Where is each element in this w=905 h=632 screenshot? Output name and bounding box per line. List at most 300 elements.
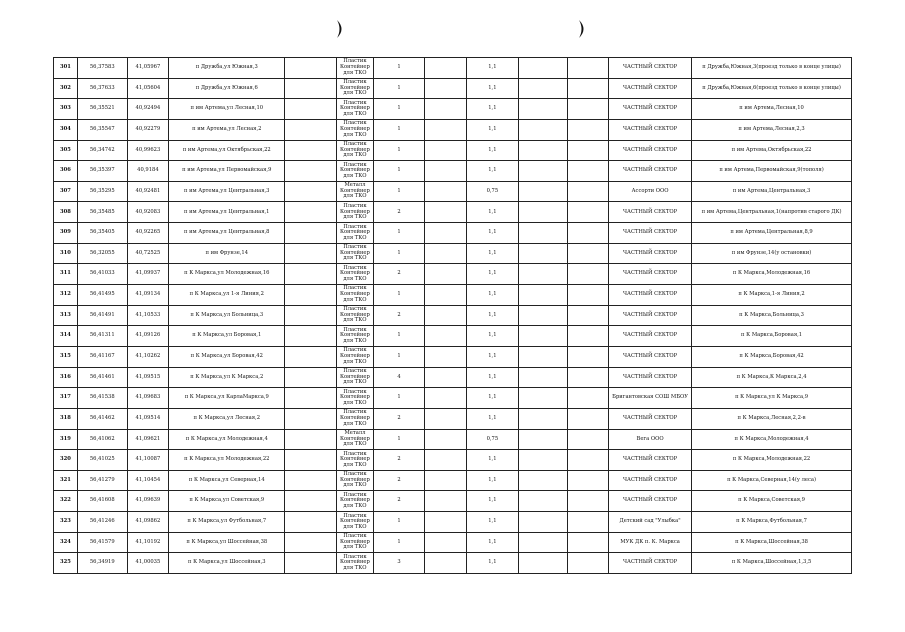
container-volume-cell: 1,1 [466,553,518,574]
empty-cell [567,161,609,182]
served-objects-cell: п им Артема,Центральная,8,9 [692,223,852,244]
latitude-cell: 56,41579 [77,532,127,553]
empty-cell [425,450,467,471]
container-type-cell: Пластик Контейнер для ТКО [337,491,373,512]
address-cell: п К Маркса,ул Молодежная,16 [169,264,285,285]
container-volume-cell: 1,1 [466,491,518,512]
empty-cell [425,326,467,347]
empty-cell [567,512,609,533]
container-count-cell: 1 [373,346,425,367]
served-objects-cell: п К Маркса,Больница,3 [692,305,852,326]
container-type-cell: Пластик Контейнер для ТКО [337,470,373,491]
latitude-cell: 56,41025 [77,450,127,471]
container-volume-cell: 1,1 [466,119,518,140]
empty-cell [518,78,567,99]
served-objects-cell: п им Артема,Центральная,3 [692,181,852,202]
owner-cell: МУК ДК п. К. Маркса [609,532,692,553]
container-count-cell: 2 [373,264,425,285]
empty-cell [425,532,467,553]
table-row [54,388,852,409]
empty-cell [567,140,609,161]
empty-cell [567,243,609,264]
empty-cell [285,491,337,512]
container-count-cell: 1 [373,99,425,120]
container-volume-cell: 1,1 [466,264,518,285]
empty-cell [285,78,337,99]
row-number-cell: 303 [54,99,78,120]
table-row [54,429,852,450]
container-volume-cell: 1,1 [466,99,518,120]
owner-cell: ЧАСТНЫЙ СЕКТОР [609,553,692,574]
served-objects-cell: п К Маркса,ул К Маркса,9 [692,388,852,409]
row-number-cell: 322 [54,491,78,512]
longitude-cell: 41,00035 [127,553,169,574]
owner-cell: ЧАСТНЫЙ СЕКТОР [609,285,692,306]
row-number-cell: 324 [54,532,78,553]
served-objects-cell: п К Маркса,1-я Линия,2 [692,285,852,306]
empty-cell [285,532,337,553]
empty-cell [425,346,467,367]
container-type-cell: Пластик Контейнер для ТКО [337,367,373,388]
empty-cell [567,346,609,367]
longitude-cell: 41,09514 [127,408,169,429]
address-cell: п К Маркса,ул Шоссейная,3 [169,553,285,574]
latitude-cell: 56,41246 [77,512,127,533]
empty-cell [425,512,467,533]
row-number-cell: 316 [54,367,78,388]
owner-cell: ЧАСТНЫЙ СЕКТОР [609,346,692,367]
container-type-cell: Пластик Контейнер для ТКО [337,99,373,120]
address-cell: п К Маркса,ул Лесная,2 [169,408,285,429]
empty-cell [285,470,337,491]
owner-cell: Вега ООО [609,429,692,450]
container-type-cell: Пластик Контейнер для ТКО [337,58,373,79]
owner-cell: ЧАСТНЫЙ СЕКТОР [609,58,692,79]
owner-cell: ЧАСТНЫЙ СЕКТОР [609,367,692,388]
empty-cell [285,119,337,140]
served-objects-cell: п им Артема,Октябрьская,22 [692,140,852,161]
empty-cell [567,367,609,388]
table-row [54,78,852,99]
empty-cell [567,99,609,120]
address-cell: п К Маркса,ул Молодежная,4 [169,429,285,450]
container-volume-cell: 1,1 [466,326,518,347]
empty-cell [518,408,567,429]
table-row [54,181,852,202]
address-cell: п К Маркса,ул Северная,14 [169,470,285,491]
row-number-cell: 320 [54,450,78,471]
empty-cell [567,264,609,285]
longitude-cell: 40,72525 [127,243,169,264]
container-count-cell: 2 [373,408,425,429]
empty-cell [567,285,609,306]
container-count-cell: 4 [373,367,425,388]
address-cell: п К Маркса,ул 1-я Линия,2 [169,285,285,306]
served-objects-cell: п К Маркса,Северная,14(у леса) [692,470,852,491]
longitude-cell: 41,10454 [127,470,169,491]
empty-cell [285,408,337,429]
empty-cell [518,223,567,244]
served-objects-cell: п К Маркса,Боровая,1 [692,326,852,347]
owner-cell: ЧАСТНЫЙ СЕКТОР [609,161,692,182]
row-number-cell: 321 [54,470,78,491]
container-count-cell: 1 [373,285,425,306]
table-row [54,223,852,244]
empty-cell [518,161,567,182]
container-type-cell: Пластик Контейнер для ТКО [337,388,373,409]
owner-cell: ЧАСТНЫЙ СЕКТОР [609,78,692,99]
hole-punch-mark-right [575,18,589,40]
row-number-cell: 313 [54,305,78,326]
empty-cell [425,161,467,182]
empty-cell [518,429,567,450]
container-type-cell: Пластик Контейнер для ТКО [337,305,373,326]
table-row [54,408,852,429]
row-number-cell: 301 [54,58,78,79]
latitude-cell: 56,35397 [77,161,127,182]
empty-cell [518,119,567,140]
latitude-cell: 56,41279 [77,470,127,491]
empty-cell [518,181,567,202]
empty-cell [518,470,567,491]
latitude-cell: 56,34919 [77,553,127,574]
container-count-cell: 1 [373,512,425,533]
table-row [54,58,852,79]
address-cell: п Дружба,ул Южная,3 [169,58,285,79]
empty-cell [567,388,609,409]
empty-cell [425,408,467,429]
address-cell: п К Маркса,ул Футбольная,7 [169,512,285,533]
row-number-cell: 305 [54,140,78,161]
table-row [54,161,852,182]
longitude-cell: 40,92481 [127,181,169,202]
owner-cell: ЧАСТНЫЙ СЕКТОР [609,140,692,161]
empty-cell [425,140,467,161]
empty-cell [518,285,567,306]
longitude-cell: 41,09639 [127,491,169,512]
empty-cell [425,367,467,388]
address-cell: п им Артема,ул Центральная,1 [169,202,285,223]
address-cell: п К Маркса,ул Боровая,1 [169,326,285,347]
container-volume-cell: 1,1 [466,367,518,388]
empty-cell [285,450,337,471]
table-row [54,450,852,471]
container-type-cell: Пластик Контейнер для ТКО [337,119,373,140]
container-count-cell: 1 [373,78,425,99]
empty-cell [518,346,567,367]
empty-cell [567,408,609,429]
empty-cell [285,346,337,367]
empty-cell [518,202,567,223]
table-row [54,305,852,326]
empty-cell [518,140,567,161]
container-volume-cell: 1,1 [466,408,518,429]
served-objects-cell: п К Маркса,Лесная,2,2-в [692,408,852,429]
table-row [54,532,852,553]
row-number-cell: 307 [54,181,78,202]
container-volume-cell: 1,1 [466,388,518,409]
empty-cell [285,243,337,264]
empty-cell [425,243,467,264]
container-count-cell: 1 [373,388,425,409]
container-volume-cell: 1,1 [466,223,518,244]
owner-cell: Ассорти ООО [609,181,692,202]
table-row [54,367,852,388]
container-volume-cell: 0,75 [466,429,518,450]
address-cell: п им Артема,ул Лесная,10 [169,99,285,120]
container-type-cell: Пластик Контейнер для ТКО [337,243,373,264]
served-objects-cell: п Дружба,Южная,6(проезд только в конце улицы) [692,78,852,99]
longitude-cell: 41,05967 [127,58,169,79]
container-type-cell: Пластик Контейнер для ТКО [337,408,373,429]
table-row [54,553,852,574]
row-number-cell: 306 [54,161,78,182]
empty-cell [518,512,567,533]
row-number-cell: 325 [54,553,78,574]
empty-cell [567,470,609,491]
empty-cell [425,470,467,491]
longitude-cell: 41,09515 [127,367,169,388]
container-count-cell: 2 [373,491,425,512]
empty-cell [567,429,609,450]
longitude-cell: 40,92083 [127,202,169,223]
empty-cell [567,181,609,202]
row-number-cell: 304 [54,119,78,140]
address-cell: п К Маркса,ул К Маркса,2 [169,367,285,388]
owner-cell: ЧАСТНЫЙ СЕКТОР [609,408,692,429]
row-number-cell: 317 [54,388,78,409]
row-number-cell: 323 [54,512,78,533]
table-row [54,326,852,347]
latitude-cell: 56,41461 [77,367,127,388]
container-count-cell: 2 [373,470,425,491]
longitude-cell: 40,99623 [127,140,169,161]
empty-cell [425,78,467,99]
served-objects-cell: п К Маркса,Шоссейная,1,3,5 [692,553,852,574]
served-objects-cell: п К Маркса,Шоссейная,38 [692,532,852,553]
container-volume-cell: 1,1 [466,285,518,306]
empty-cell [285,367,337,388]
empty-cell [567,119,609,140]
empty-cell [518,264,567,285]
latitude-cell: 56,41538 [77,388,127,409]
container-type-cell: Пластик Контейнер для ТКО [337,553,373,574]
longitude-cell: 40,92279 [127,119,169,140]
empty-cell [425,181,467,202]
empty-cell [567,202,609,223]
owner-cell: ЧАСТНЫЙ СЕКТОР [609,450,692,471]
container-volume-cell: 1,1 [466,78,518,99]
table-row [54,512,852,533]
empty-cell [518,305,567,326]
empty-cell [285,388,337,409]
empty-cell [285,285,337,306]
longitude-cell: 40,92494 [127,99,169,120]
address-cell: п К Маркса,ул Больница,3 [169,305,285,326]
owner-cell: ЧАСТНЫЙ СЕКТОР [609,491,692,512]
container-count-cell: 1 [373,243,425,264]
longitude-cell: 41,10262 [127,346,169,367]
container-type-cell: Пластик Контейнер для ТКО [337,532,373,553]
container-type-cell: Металл Контейнер для ТКО [337,181,373,202]
empty-cell [425,58,467,79]
container-volume-cell: 1,1 [466,346,518,367]
container-count-cell: 1 [373,532,425,553]
table-body [54,58,852,574]
empty-cell [285,429,337,450]
empty-cell [567,450,609,471]
empty-cell [567,553,609,574]
empty-cell [518,58,567,79]
container-count-cell: 1 [373,326,425,347]
latitude-cell: 56,35405 [77,223,127,244]
empty-cell [518,450,567,471]
empty-cell [285,202,337,223]
container-volume-cell: 1,1 [466,305,518,326]
empty-cell [425,223,467,244]
empty-cell [425,553,467,574]
row-number-cell: 314 [54,326,78,347]
address-cell: п им Артема,ул Центральная,3 [169,181,285,202]
empty-cell [425,429,467,450]
row-number-cell: 311 [54,264,78,285]
container-type-cell: Пластик Контейнер для ТКО [337,140,373,161]
empty-cell [567,58,609,79]
empty-cell [285,305,337,326]
container-volume-cell: 1,1 [466,512,518,533]
latitude-cell: 56,41495 [77,285,127,306]
longitude-cell: 41,10087 [127,450,169,471]
latitude-cell: 56,41491 [77,305,127,326]
empty-cell [567,78,609,99]
empty-cell [425,305,467,326]
table-row [54,99,852,120]
served-objects-cell: п им Артема,Лесная,10 [692,99,852,120]
container-type-cell: Металл Контейнер для ТКО [337,429,373,450]
table-row [54,202,852,223]
longitude-cell: 41,05604 [127,78,169,99]
empty-cell [518,388,567,409]
container-count-cell: 1 [373,181,425,202]
served-objects-cell: п им Фрунзе,14(у остановки) [692,243,852,264]
hole-punch-mark-left [333,18,347,40]
latitude-cell: 56,35547 [77,119,127,140]
address-cell: п им Артема,ул Октябрьская,22 [169,140,285,161]
latitude-cell: 56,35485 [77,202,127,223]
table-row [54,470,852,491]
longitude-cell: 41,09621 [127,429,169,450]
container-volume-cell: 1,1 [466,58,518,79]
served-objects-cell: п им Артема,Первомайская,9(тополя) [692,161,852,182]
empty-cell [518,553,567,574]
empty-cell [425,202,467,223]
empty-cell [285,512,337,533]
container-volume-cell: 1,1 [466,243,518,264]
longitude-cell: 41,10192 [127,532,169,553]
empty-cell [518,367,567,388]
container-count-cell: 1 [373,58,425,79]
empty-cell [425,388,467,409]
container-volume-cell: 0,75 [466,181,518,202]
empty-cell [567,491,609,512]
container-type-cell: Пластик Контейнер для ТКО [337,285,373,306]
empty-cell [425,264,467,285]
owner-cell: ЧАСТНЫЙ СЕКТОР [609,99,692,120]
served-objects-cell: п им Артема,Лесная,2,3 [692,119,852,140]
served-objects-cell: п К Маркса,Молодежная,16 [692,264,852,285]
latitude-cell: 56,35521 [77,99,127,120]
empty-cell [285,326,337,347]
container-count-cell: 1 [373,161,425,182]
address-cell: п К Маркса,ул Молодежная,22 [169,450,285,471]
container-volume-cell: 1,1 [466,161,518,182]
row-number-cell: 315 [54,346,78,367]
empty-cell [285,140,337,161]
row-number-cell: 309 [54,223,78,244]
row-number-cell: 302 [54,78,78,99]
owner-cell: ЧАСТНЫЙ СЕКТОР [609,264,692,285]
served-objects-cell: п К Маркса,Молодежная,22 [692,450,852,471]
longitude-cell: 41,09126 [127,326,169,347]
owner-cell: Детский сад "Улыбка" [609,512,692,533]
address-cell: п им Артема,ул Лесная,2 [169,119,285,140]
longitude-cell: 41,09937 [127,264,169,285]
address-cell: п К Маркса,ул Боровая,42 [169,346,285,367]
longitude-cell: 41,10533 [127,305,169,326]
table-row [54,491,852,512]
owner-cell: ЧАСТНЫЙ СЕКТОР [609,326,692,347]
latitude-cell: 56,37633 [77,78,127,99]
container-type-cell: Пластик Контейнер для ТКО [337,326,373,347]
empty-cell [567,532,609,553]
empty-cell [425,99,467,120]
container-type-cell: Пластик Контейнер для ТКО [337,223,373,244]
row-number-cell: 308 [54,202,78,223]
container-count-cell: 2 [373,202,425,223]
latitude-cell: 56,34742 [77,140,127,161]
empty-cell [518,491,567,512]
container-count-cell: 1 [373,119,425,140]
row-number-cell: 310 [54,243,78,264]
served-objects-cell: п К Маркса,Футбольная,7 [692,512,852,533]
empty-cell [285,181,337,202]
table-row [54,119,852,140]
address-cell: п им Фрунзе,14 [169,243,285,264]
served-objects-cell: п Дружба,Южная,3(проезд только в конце улицы) [692,58,852,79]
container-type-cell: Пластик Контейнер для ТКО [337,264,373,285]
served-objects-cell: п К Маркса,К Маркса,2,4 [692,367,852,388]
empty-cell [567,326,609,347]
container-volume-cell: 1,1 [466,140,518,161]
row-number-cell: 319 [54,429,78,450]
address-cell: п им Артема,ул Первомайская,9 [169,161,285,182]
container-type-cell: Пластик Контейнер для ТКО [337,450,373,471]
empty-cell [425,491,467,512]
container-volume-cell: 1,1 [466,470,518,491]
empty-cell [285,223,337,244]
owner-cell: ЧАСТНЫЙ СЕКТОР [609,470,692,491]
served-objects-cell: п им Артема,Центральная,1(напротив старого ДК) [692,202,852,223]
owner-cell: ЧАСТНЫЙ СЕКТОР [609,223,692,244]
container-type-cell: Пластик Контейнер для ТКО [337,78,373,99]
latitude-cell: 56,41033 [77,264,127,285]
latitude-cell: 56,41462 [77,408,127,429]
table-row [54,346,852,367]
address-cell: п Дружба,ул Южная,6 [169,78,285,99]
container-type-cell: Пластик Контейнер для ТКО [337,512,373,533]
latitude-cell: 56,41311 [77,326,127,347]
empty-cell [567,223,609,244]
